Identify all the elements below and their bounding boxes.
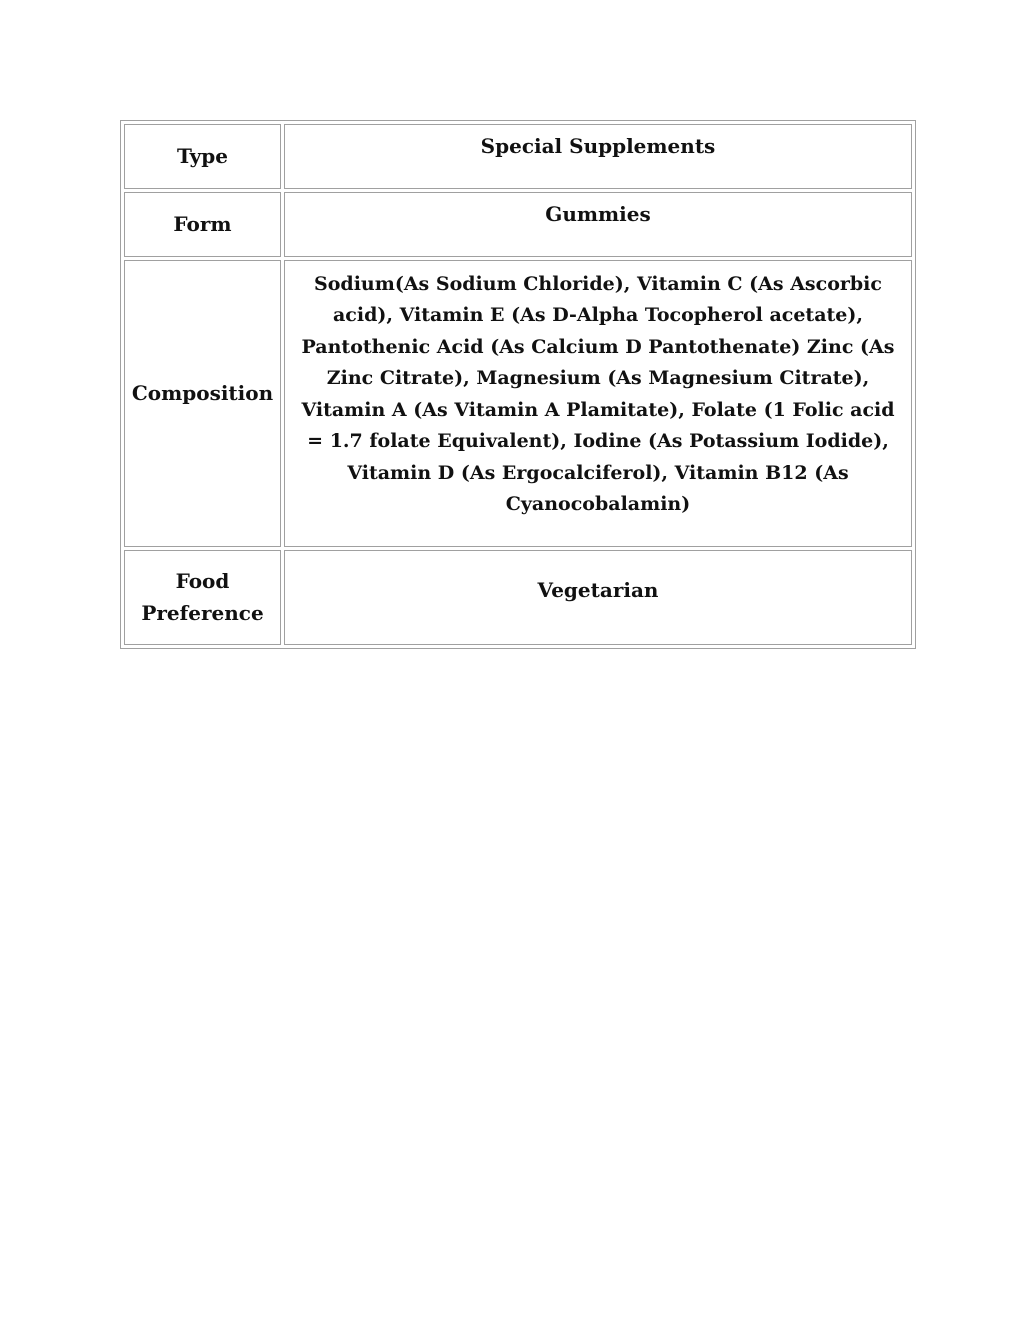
table-row-composition xyxy=(124,260,912,547)
type-value: Special Supplements xyxy=(284,124,912,189)
composition-value: Sodium(As Sodium Chloride), Vitamin C (As Ascorbic acid), Vitamin E (As D-Alpha Tocopherol acetate), Pantothenic Acid (As Calcium D Pantothenate) Zinc (As Zinc Citrate), Magnesium (As Magnesium Citrate), Vitamin A (As Vitamin A Plamitate), Folate (1 Folic acid = 1.7 folate Equivalent), Iodine (As Potassium Iodide), Vitamin D (As Ergocalciferol), Vitamin B12 (As Cyanocobalamin) xyxy=(284,260,912,547)
type-label: Type xyxy=(124,124,281,189)
product-spec-table xyxy=(120,120,916,649)
food-preference-label: Food Preference xyxy=(124,550,281,645)
composition-label: Composition xyxy=(124,260,281,547)
form-value: Gummies xyxy=(284,192,912,257)
table-row-form xyxy=(124,192,912,257)
food-preference-value: Vegetarian xyxy=(284,550,912,645)
table-row-type xyxy=(124,124,912,189)
table-row-food-preference xyxy=(124,550,912,645)
form-label: Form xyxy=(124,192,281,257)
